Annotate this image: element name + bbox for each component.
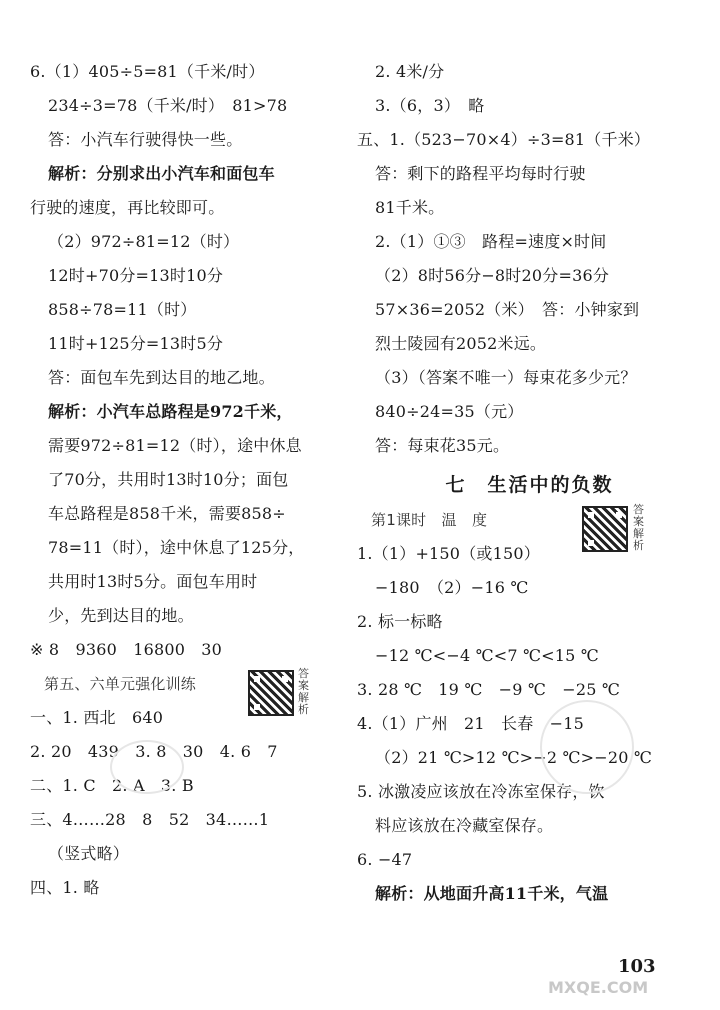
text-line: （2）972÷81=12（时） xyxy=(48,232,240,251)
text-line: 答：面包车先到达目的地乙地。 xyxy=(48,368,275,387)
text-line: 行驶的速度，再比较即可。 xyxy=(30,198,225,217)
qr-code-icon[interactable] xyxy=(582,506,628,552)
qr-label: 答案解析 xyxy=(633,503,645,552)
text-line: 840÷24=35（元） xyxy=(375,402,524,421)
text-line: 五、1.（523−70×4）÷3=81（千米） xyxy=(357,130,651,149)
text-line: 了70分，共用时13时10分；面包 xyxy=(48,470,289,489)
text-line: 答：每束花35元。 xyxy=(375,436,510,455)
faint-stamp-icon xyxy=(540,700,634,794)
text-line: （2）8时56分−8时20分=36分 xyxy=(375,266,610,285)
qr-label: 答案解析 xyxy=(298,667,310,716)
text-line: 2.（1）①③ 路程=速度×时间 xyxy=(375,232,607,251)
text-line: 料应该放在冷藏室保存。 xyxy=(375,816,554,835)
text-line: 78=11（时），途中休息了125分， xyxy=(48,538,305,557)
text-line: 11时+125分=13时5分 xyxy=(48,334,224,353)
text-line: 解析：小汽车总路程是972千米， xyxy=(48,402,293,421)
text-line: 3.（6，3） 略 xyxy=(375,96,485,115)
text-line: （2）21 ℃>12 ℃>−2 ℃>−20 ℃ xyxy=(375,748,653,767)
text-line: 6. −47 xyxy=(357,850,413,869)
text-line: 解析：分别求出小汽车和面包车 xyxy=(48,164,275,183)
text-line: 三、4……28 8 52 34……1 xyxy=(30,810,270,829)
text-line: −180 （2）−16 ℃ xyxy=(375,578,529,597)
left-column xyxy=(30,62,345,912)
lesson-header xyxy=(357,503,702,552)
text-line: 234÷3=78（千米/时） 81>78 xyxy=(48,96,288,115)
text-line: （竖式略） xyxy=(48,844,130,863)
text-line: −12 ℃<−4 ℃<7 ℃<15 ℃ xyxy=(375,646,599,665)
text-line: 6.（1）405÷5=81（千米/时） xyxy=(30,62,265,81)
text-line: 2. 20 439 3. 8 30 4. 6 7 xyxy=(30,742,278,761)
text-line: （3）（答案不唯一）每束花多少元？ xyxy=(375,368,637,387)
text-line: 答：小汽车行驶得快一些。 xyxy=(48,130,243,149)
text-line: 2. 4米/分 xyxy=(375,62,445,81)
text-line: 57×36=2052（米） 答：小钟家到 xyxy=(375,300,640,319)
text-line: 81千米。 xyxy=(375,198,445,217)
text-line: 少，先到达目的地。 xyxy=(48,606,194,625)
text-line: ※ 8 9360 16800 30 xyxy=(30,640,223,659)
text-line: 答：剩下的路程平均每时行驶 xyxy=(375,164,586,183)
faint-stamp-icon xyxy=(110,740,184,794)
right-column xyxy=(357,62,702,918)
text-line: 烈士陵园有2052米远。 xyxy=(375,334,547,353)
text-line: 解析：从地面升高11千米，气温 xyxy=(375,884,609,903)
site-watermark: MXQE.COM xyxy=(548,978,649,997)
unit-review-header xyxy=(30,667,345,716)
chapter-title: 七 生活中的负数 xyxy=(445,474,614,496)
text-line: 一、1. 西北 640 xyxy=(30,708,164,727)
qr-code-icon[interactable] xyxy=(248,670,294,716)
section-subtitle: 第五、六单元强化训练 xyxy=(44,675,197,693)
text-line: 858÷78=11（时） xyxy=(48,300,197,319)
text-line: 3. 28 ℃ 19 ℃ −9 ℃ −25 ℃ xyxy=(357,680,620,699)
text-line: 车总路程是858千米，需要858÷ xyxy=(48,504,286,523)
text-line: 四、1. 略 xyxy=(30,878,100,897)
text-line: 需要972÷81=12（时），途中休息 xyxy=(48,436,302,455)
text-line: 2. 标一标略 xyxy=(357,612,443,631)
text-line: 12时+70分=13时10分 xyxy=(48,266,224,285)
text-line: 共用时13时5分。面包车用时 xyxy=(48,572,258,591)
text-line: 二、1. C 2. A 3. B xyxy=(30,776,194,795)
text-line: 4.（1）广州 21 长春 −15 xyxy=(357,714,584,733)
text-line: 1.（1）+150（或150） xyxy=(357,544,540,563)
page-number: 103 xyxy=(618,956,656,977)
text-line: 5. 冰激凌应该放在冷冻室保存，饮 xyxy=(357,782,605,801)
lesson-subtitle: 第1课时 温 度 xyxy=(371,511,488,529)
